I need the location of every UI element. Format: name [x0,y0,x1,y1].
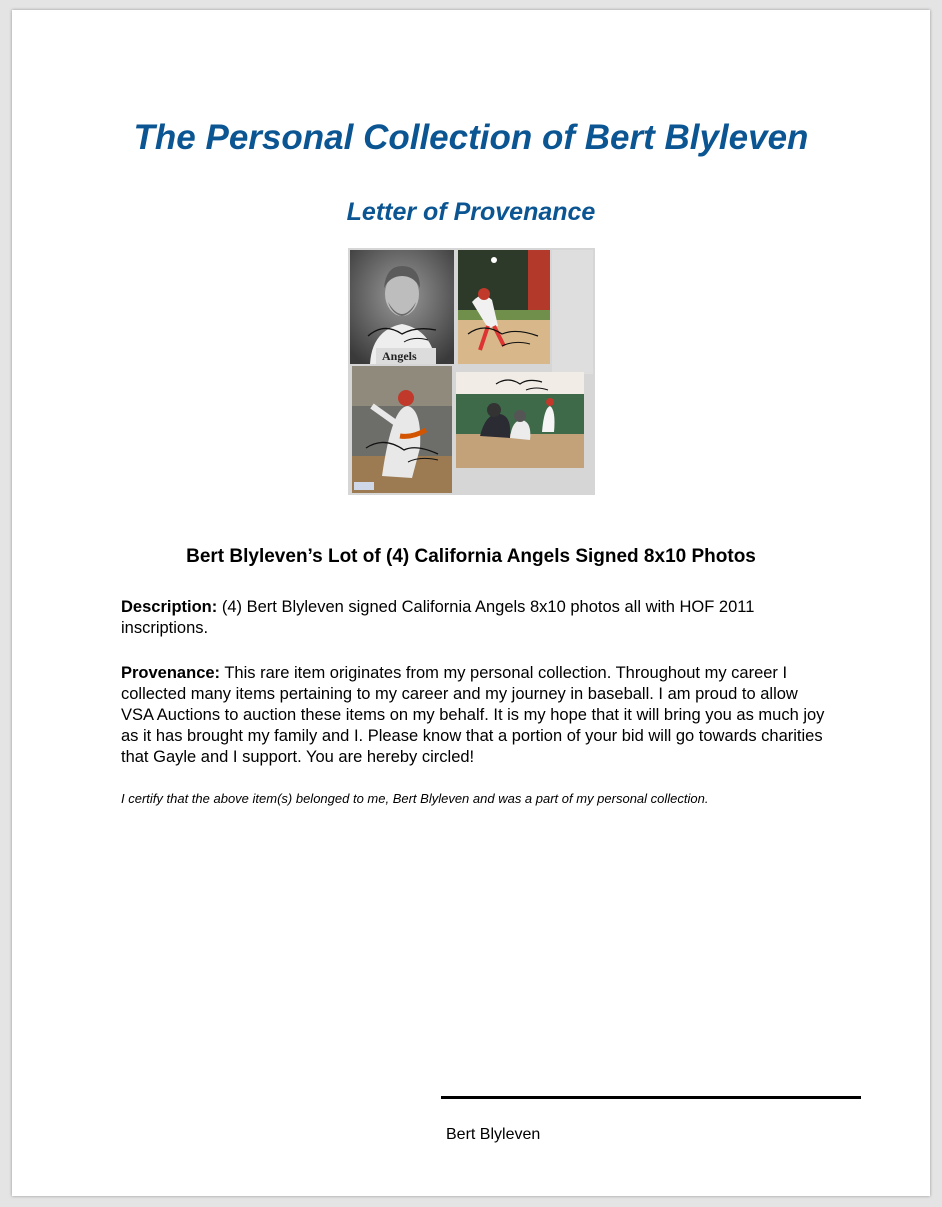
letter-page [12,10,930,1196]
photo-pitching-stadium-icon [352,366,452,493]
certification-statement: I certify that the above item(s) belonged to me, Bert Blyleven and was a part of my personal collection. [121,791,709,806]
svg-text:Angels: Angels [382,349,417,363]
lot-title: Bert Blyleven’s Lot of (4) California Angels Signed 8x10 Photos [186,546,756,567]
signature-line [441,1096,861,1099]
provenance-text: This rare item originates from my personal collection. Throughout my career I collected many items pertaining to my career and my journey in baseball. I am proud to allow VSA Auctions to auction these items on my behalf. It is my hope that it will bring you as much joy as it has brought my family and I. Please know that a portion of your bid will go towards charities that Gayle and I support. You are hereby circled! [121,664,825,766]
signature-name: Bert Blyleven [446,1126,541,1143]
photo-margin-strip [552,250,593,374]
photo-bw-portrait-icon [350,250,454,364]
provenance-paragraph [121,663,833,768]
signed-photos-collage [348,248,595,495]
description-label: Description: [121,598,218,616]
description-paragraph [121,597,833,639]
photo-catcher-umpire-icon [456,372,584,468]
page-subtitle: Letter of Provenance [346,198,596,226]
photo-pitching-day-icon [458,250,550,364]
description-text: (4) Bert Blyleven signed California Angels 8x10 photos all with HOF 2011 inscriptions. [121,598,755,637]
page-title: The Personal Collection of Bert Blyleven [133,118,809,157]
provenance-label: Provenance: [121,664,221,682]
